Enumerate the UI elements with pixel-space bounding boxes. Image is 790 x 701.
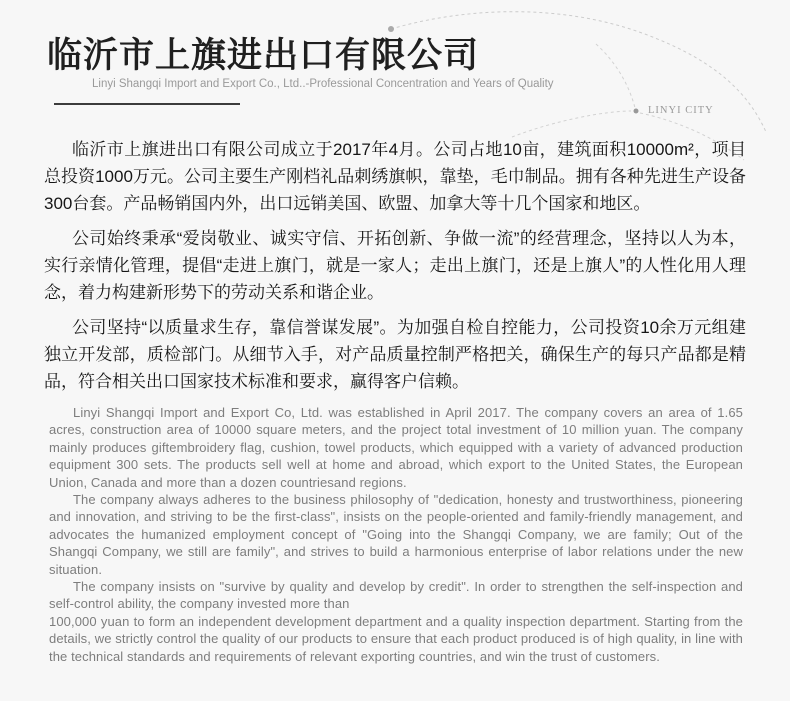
cn-paragraph-2: 公司始终秉承“爱岗敬业、诚实守信、开拓创新、争做一流”的经营理念，坚持以人为本，实行亲情化管理，提倡“走进上旗门，就是一家人；走出上旗门，还是上旗人”的人性化用人理念，着力构建新形势下的劳动关系和谐企业。 bbox=[44, 229, 746, 302]
title-underline bbox=[54, 103, 240, 105]
en-paragraph-2: The company always adheres to the business philosophy of "dedication, honesty and trustworthiness, pioneering and innovation, and striving to be the first-class", insists on the people-oriented and family-friendly management, and advocates the humanized employment concept of "Going into the Shangqi Company, we are family; Out of the Shangqi Company, we still are family", and strives to build a harmonious enterprise of labor relations under the new situation. bbox=[49, 492, 743, 577]
cn-paragraph-1: 临沂市上旗进出口有限公司成立于2017年4月。公司占地10亩，建筑面积10000m²，项目总投资1000万元。公司主要生产刚档礼品刺绣旗帜，靠垫，毛巾制品。拥有各种先进生产设备300台套。产品畅销国内外，出口远销美国、欧盟、加拿大等十几个国家和地区。 bbox=[44, 140, 746, 213]
city-dot-icon bbox=[634, 109, 639, 114]
arc-left-feeder bbox=[512, 111, 631, 137]
cn-paragraph-3: 公司坚持“以质量求生存，靠信誉谋发展”。为加强自检自控能力，公司投资10余万元组建独立开发部，质检部门。从细节入手，对产品质量控制严格把关，确保生产的每只产品都是精品，符合相关出口国家技术标准和要求，赢得客户信赖。 bbox=[44, 318, 746, 391]
english-introduction bbox=[49, 404, 743, 665]
chinese-introduction bbox=[44, 136, 746, 403]
en-paragraph-1: Linyi Shangqi Import and Export Co, Ltd. was established in April 2017. The company covers an area of 1.65 acres, construction area of 10000 square meters, and the project total investment of 10 million yuan. The company mainly produces giftembroidery flag, cushion, towel products, which equipped with a variety of advanced production equipment 300 sets. The products sell well at home and abroad, which export to the United States, the European Union, Canada and more than a dozen countriesand regions. bbox=[49, 405, 743, 490]
en-paragraph-3b: 100,000 yuan to form an independent development department and a quality inspection department. Starting from the details, we strictly control the quality of our products to ensure that each product produced is of high quality, in line with the technical standards and requirements of relevant exporting countries, and win the trust of customers. bbox=[49, 613, 743, 664]
linyi-city-label: LINYI CITY bbox=[648, 105, 714, 116]
page-title: 临沂市上旗进出口有限公司 bbox=[47, 36, 480, 75]
arc-branch bbox=[596, 44, 635, 108]
en-paragraph-3a: The company insists on "survive by quality and develop by credit". In order to strengthen the self-inspection and self-control ability, the company invested more than bbox=[49, 579, 743, 612]
page-subtitle: Linyi Shangqi Import and Export Co., Ltd..-Professional Concentration and Years of Quality bbox=[92, 78, 554, 90]
